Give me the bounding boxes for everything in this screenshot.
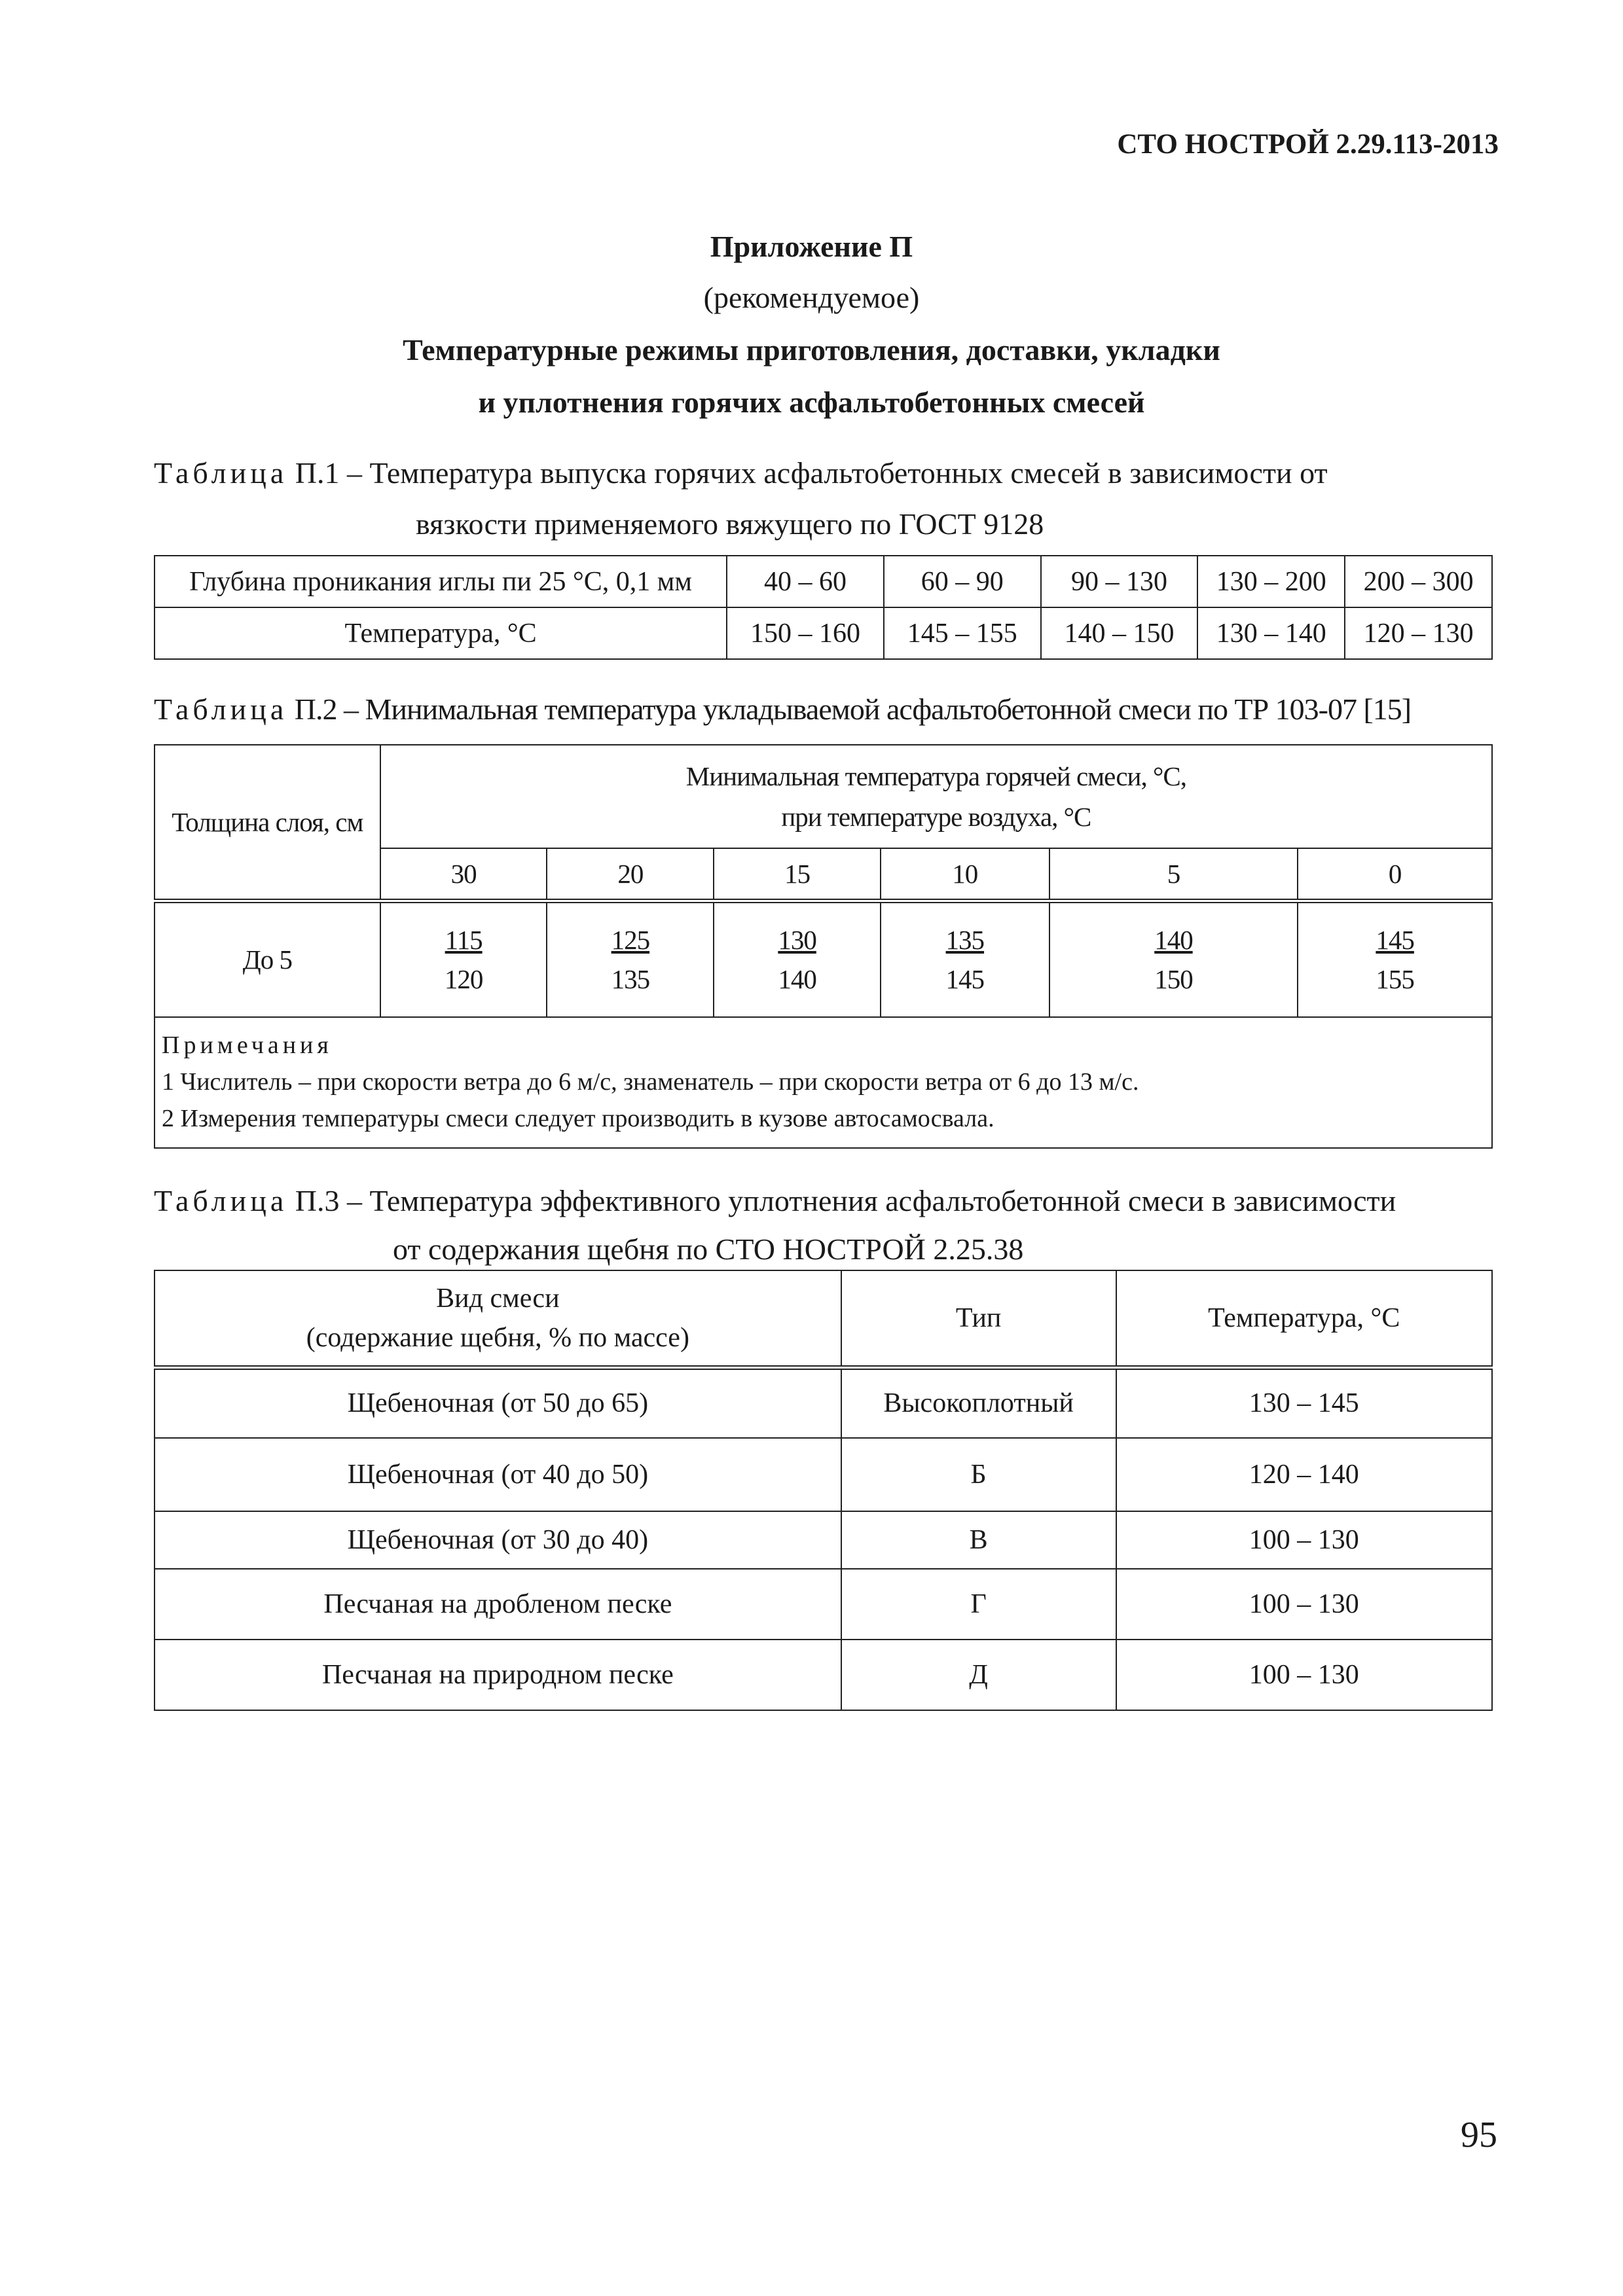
table2-fraction (380, 901, 547, 1017)
table2-min-laying-temperature (154, 744, 1493, 1149)
table2-numerator: 140 (1154, 925, 1193, 956)
appendix-status: (рекомендуемое) (703, 281, 920, 314)
table-row (155, 556, 1492, 607)
table2-caption-text: П.2 – Минимальная температура укладываемой асфальтобетонной смеси по ТР 103-07 [15] (287, 692, 1412, 726)
table3-type: В (841, 1511, 1116, 1569)
table-row (155, 901, 1492, 1017)
table2-denominator: 155 (1376, 964, 1414, 995)
table1-caption-label: Таблица (154, 456, 288, 490)
appendix-title: Приложение П (710, 230, 913, 263)
appendix-heading-line2: и уплотнения горячих асфальтобетонных смесей (478, 386, 1145, 419)
table-row (155, 1438, 1492, 1511)
table3-temp: 130 – 145 (1116, 1367, 1492, 1438)
table2-air-temp: 20 (547, 848, 714, 901)
table-row (155, 607, 1492, 659)
table2-note1: 1 Числитель – при скорости ветра до 6 м/с, знаменатель – при скорости ветра от 6 до 13 м/с. (162, 1068, 1139, 1096)
table1-cell: 40 – 60 (727, 556, 884, 607)
table-row (155, 1017, 1492, 1148)
table1-cell: 120 – 130 (1345, 607, 1492, 659)
table2-col0-header: Толщина слоя, см (155, 745, 380, 901)
table3-type: Б (841, 1438, 1116, 1511)
table3-temp: 100 – 130 (1116, 1511, 1492, 1569)
table2-denominator: 150 (1154, 964, 1193, 995)
table2-denominator: 145 (945, 964, 985, 995)
table3-temp: 100 – 130 (1116, 1569, 1492, 1640)
table2-group-header-line2: при температуре воздуха, °С (781, 802, 1091, 832)
table1-caption-line1 (154, 456, 1496, 490)
table2-caption (154, 692, 1496, 726)
table2-numerator: 115 (445, 925, 483, 956)
table2-air-temp: 30 (380, 848, 547, 901)
table-row (155, 1640, 1492, 1710)
table3-mix: Щебеночная (от 40 до 50) (155, 1438, 841, 1511)
table3-temp: 100 – 130 (1116, 1640, 1492, 1710)
table-row (155, 745, 1492, 848)
table2-denominator: 120 (444, 964, 483, 995)
table3-caption-line2: от содержания щебня по СТО НОСТРОЙ 2.25.38 (393, 1232, 1024, 1266)
table1-caption-line2: вязкости применяемого вяжущего по ГОСТ 9128 (416, 507, 1044, 541)
table1-row1-label: Глубина проникания иглы пи 25 °С, 0,1 мм (155, 556, 727, 607)
table3-caption-text: П.3 – Температура эффективного уплотнения асфальтобетонной смеси в зависимости (287, 1184, 1396, 1217)
table3-type: Г (841, 1569, 1116, 1640)
table2-group-header (380, 745, 1492, 848)
table-row (155, 1511, 1492, 1569)
table2-air-temp: 10 (881, 848, 1049, 901)
table3-header-type: Тип (841, 1270, 1116, 1367)
table-row (155, 1367, 1492, 1438)
table3-mix: Песчаная на дробленом песке (155, 1569, 841, 1640)
table3-type: Высокоплотный (841, 1367, 1116, 1438)
table3-caption-line1 (154, 1183, 1496, 1218)
table1-cell: 90 – 130 (1041, 556, 1198, 607)
table3-mix: Песчаная на природном песке (155, 1640, 841, 1710)
table2-note2: 2 Измерения температуры смеси следует производить в кузове автосамосвала. (162, 1105, 994, 1132)
table1-cell: 60 – 90 (884, 556, 1041, 607)
table1-cell: 130 – 140 (1197, 607, 1345, 659)
table2-air-temp: 15 (714, 848, 881, 901)
table1-cell: 130 – 200 (1197, 556, 1345, 607)
table2-numerator: 125 (611, 925, 650, 956)
table3-temp: 120 – 140 (1116, 1438, 1492, 1511)
table1-viscosity-temperature (154, 555, 1493, 660)
table3-caption-label: Таблица (154, 1184, 288, 1217)
table2-air-temp: 0 (1298, 848, 1492, 901)
table2-fraction (714, 901, 881, 1017)
table2-numerator: 130 (778, 925, 816, 956)
table2-air-temp: 5 (1049, 848, 1298, 901)
table2-notes (155, 1017, 1492, 1148)
page-number: 95 (1461, 2115, 1497, 2155)
table1-cell: 150 – 160 (727, 607, 884, 659)
table2-fraction (547, 901, 714, 1017)
table2-row-label: До 5 (155, 901, 380, 1017)
table-row (155, 1270, 1492, 1367)
table3-header-mix-line1: Вид смеси (436, 1283, 560, 1314)
table2-numerator: 135 (945, 925, 985, 956)
table2-numerator: 145 (1376, 925, 1414, 956)
table2-fraction (1049, 901, 1298, 1017)
table2-group-header-line1: Минимальная температура горячей смеси, °С, (685, 761, 1186, 791)
table1-cell: 145 – 155 (884, 607, 1041, 659)
table3-header-temp: Температура, °С (1116, 1270, 1492, 1367)
table2-fraction (881, 901, 1049, 1017)
table3-header-mix (155, 1270, 841, 1367)
table3-header-mix-line2: (содержание щебня, % по массе) (306, 1322, 689, 1353)
table1-caption-text: П.1 – Температура выпуска горячих асфальтобетонных смесей в зависимости от (287, 456, 1328, 490)
table3-mix: Щебеночная (от 30 до 40) (155, 1511, 841, 1569)
table2-denominator: 135 (611, 964, 650, 995)
table3-type: Д (841, 1640, 1116, 1710)
document-code-header: СТО НОСТРОЙ 2.29.113-2013 (1117, 129, 1499, 160)
table1-row2-label: Температура, °С (155, 607, 727, 659)
table3-compaction-temperature (154, 1270, 1493, 1711)
table1-cell: 200 – 300 (1345, 556, 1492, 607)
table3-mix: Щебеночная (от 50 до 65) (155, 1367, 841, 1438)
table2-notes-title: Примечания (162, 1031, 333, 1059)
table2-fraction (1298, 901, 1492, 1017)
table1-cell: 140 – 150 (1041, 607, 1198, 659)
table-row (155, 1569, 1492, 1640)
table2-caption-label: Таблица (154, 692, 288, 726)
table2-denominator: 140 (778, 964, 816, 995)
appendix-heading-line1: Температурные режимы приготовления, доставки, укладки (403, 333, 1220, 367)
